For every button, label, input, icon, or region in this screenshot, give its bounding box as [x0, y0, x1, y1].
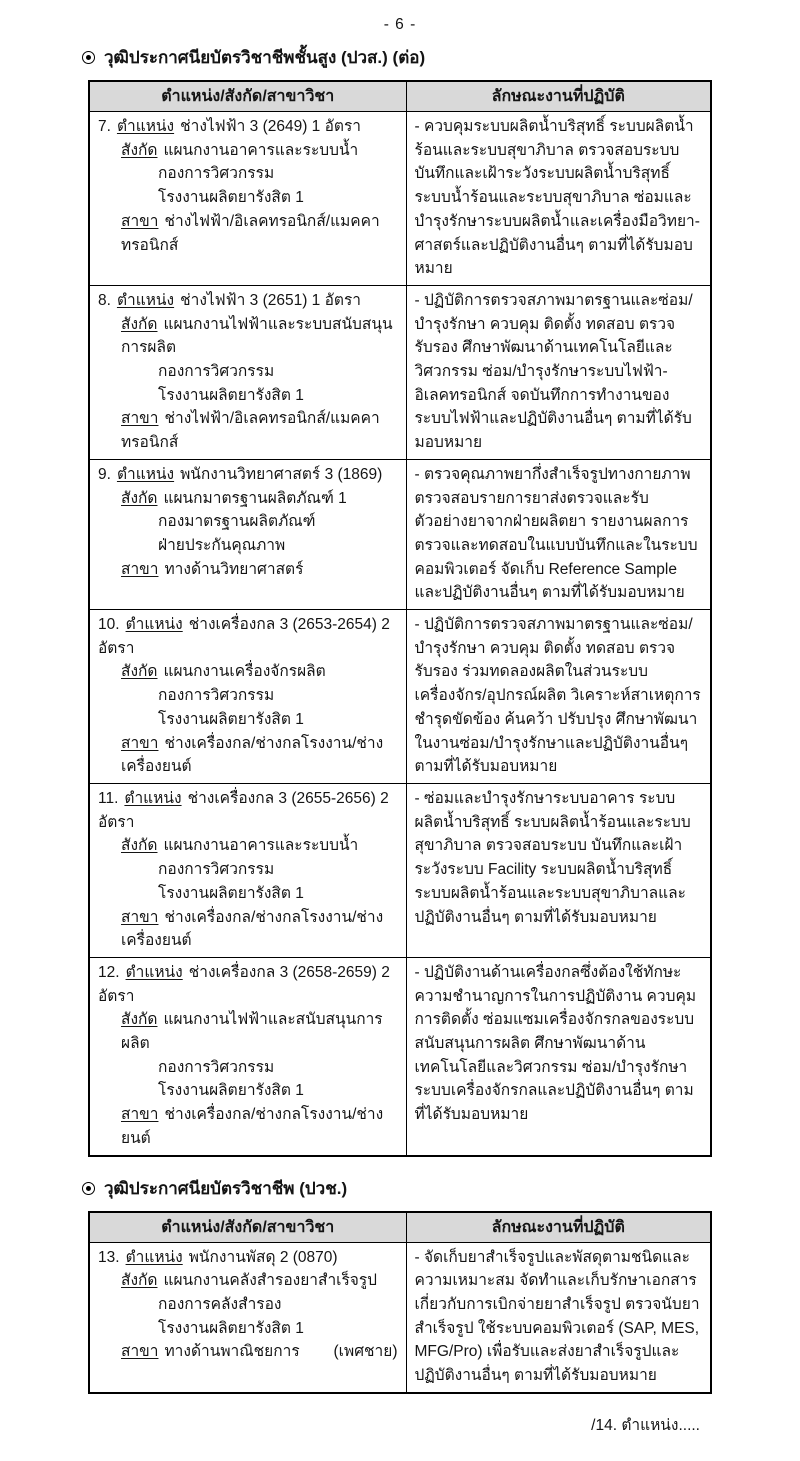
- position-label: ตำแหน่ง: [125, 616, 183, 634]
- field-value: ทางด้านพาณิชยการ: [164, 1343, 300, 1361]
- duties-text: - ตรวจคุณภาพยากึ่งสำเร็จรูปทางกายภาพ ตรวจสอบรายการยาส่งตรวจและรับตัวอย่างยาจากฝ่ายผลิตยา รายงานผลการตรวจและทดสอบในแบบบันทึกและในระบบคอมพิวเตอร์ จัดเก็บ Reference Sample และปฏิบัติงานอื่นๆ ตามที่ได้รับมอบหมาย: [414, 465, 698, 602]
- affiliation-line: [121, 139, 398, 163]
- unit-line: กองการวิศวกรรม: [158, 687, 275, 705]
- duties-text: - ปฏิบัติการตรวจสภาพมาตรฐานและซ่อม/บำรุงรักษา ควบคุม ติดตั้ง ทดสอบ ตรวจรับรอง ร่วมทดลองผลิตในส่วนระบบเครื่องจักร/อุปกรณ์ผลิต วิเคราะห์สาเหตุการชำรุดขัดข้อง ค้นคว้า ปรับปรุง ศึกษาพัฒนาในงานซ่อม/บำรุงรักษาและปฏิบัติงานอื่นๆ ตามที่ได้รับมอบหมาย: [414, 616, 701, 776]
- table-row: [89, 285, 711, 459]
- bullet-dot: [86, 1186, 91, 1191]
- section-title: วุฒิประกาศนียบัตรวิชาชีพ (ปวช.): [104, 1178, 348, 1198]
- row-number: 13.: [98, 1248, 120, 1266]
- field-line: [121, 1103, 398, 1150]
- duties-text: - ปฏิบัติงานด้านเครื่องกลซึ่งต้องใช้ทักษะความชำนาญการในการปฏิบัติงาน ควบคุมการติดตั้ง ซ่อมแซมเครื่องจักรกลของระบบสนับสนุนการผลิต ศึกษาพัฒนาด้านเทคโนโลยีและวิศวกรรม ซ่อม/บำรุงรักษาระบบเครื่องจักรกลและปฏิบัติงานอื่นๆ ตามที่ได้รับมอบหมาย: [414, 963, 697, 1124]
- field-line: [121, 558, 398, 582]
- position-value: พนักงานพัสดุ 2 (0870): [188, 1248, 338, 1266]
- unit-line: กองมาตรฐานผลิตภัณฑ์: [158, 513, 316, 531]
- affiliation-label: สังกัด: [121, 663, 158, 681]
- position-line: [98, 787, 398, 834]
- position-label: ตำแหน่ง: [125, 1248, 183, 1266]
- field-line: [121, 906, 398, 953]
- position-cell: [89, 285, 406, 459]
- position-label: ตำแหน่ง: [116, 291, 175, 309]
- unit-line: โรงงานผลิตยารังสิต 1: [158, 386, 304, 404]
- field-line: [121, 210, 398, 257]
- affiliation-label: สังกัด: [121, 837, 158, 855]
- table-row: [89, 459, 711, 609]
- page-number: - 6 -: [383, 16, 417, 33]
- affiliation-value: แผนกงานคลังสำรองยาสำเร็จรูป: [163, 1272, 378, 1290]
- position-value: ช่างเครื่องกล 3 (2653-2654) 2 อัตรา: [98, 616, 390, 657]
- row-number: 7.: [98, 118, 111, 135]
- affiliation-value: แผนกงานอาคารและระบบน้ำ: [163, 141, 359, 159]
- row-number: 12.: [98, 963, 120, 981]
- positions-table-pwch: [88, 1211, 712, 1394]
- field-value: ทางด้านวิทยาศาสตร์: [164, 560, 304, 578]
- affiliation-label: สังกัด: [121, 1011, 158, 1029]
- table-header-row: [89, 81, 711, 112]
- unit-line: กองการวิศวกรรม: [158, 1058, 275, 1076]
- position-value: พนักงานวิทยาศาสตร์ 3 (1869): [180, 465, 383, 483]
- position-line: [98, 1246, 398, 1270]
- field-value: ช่างไฟฟ้า/อิเลคทรอนิกส์/แมคคาทรอนิกส์: [121, 410, 380, 452]
- row-number: 9.: [98, 465, 111, 483]
- affiliation-label: สังกัด: [121, 141, 158, 159]
- position-line: [98, 961, 398, 1008]
- field-label: สาขา: [121, 1106, 159, 1124]
- position-line: [98, 463, 398, 487]
- positions-table-pws: [88, 80, 712, 1157]
- unit-line: กองการคลังสำรอง: [158, 1295, 282, 1313]
- affiliation-value: แผนกงานไฟฟ้าและสนับสนุนการผลิต: [121, 1011, 383, 1053]
- bullet-dot: [86, 55, 91, 60]
- column-header-position: ตำแหน่ง/สังกัด/สาขาวิชา: [89, 1212, 406, 1243]
- position-label: ตำแหน่ง: [125, 963, 183, 981]
- duties-cell: [406, 459, 711, 609]
- field-line: [121, 732, 398, 779]
- unit-line: กองการวิศวกรรม: [158, 165, 275, 183]
- field-value: ช่างเครื่องกล/ช่างกลโรงงาน/ช่างเครื่องยนต์: [121, 908, 384, 950]
- field-label: สาขา: [121, 734, 159, 752]
- position-line: [98, 289, 398, 313]
- row-number: 8.: [98, 291, 111, 309]
- position-value: ช่างเครื่องกล 3 (2655-2656) 2 อัตรา: [98, 789, 389, 831]
- section-bullet-icon: [82, 1182, 95, 1195]
- duties-cell: [406, 957, 711, 1155]
- affiliation-line: [121, 313, 398, 360]
- position-line: [98, 115, 398, 139]
- section-header-pwch: [82, 1175, 712, 1202]
- section-bullet-icon: [82, 51, 95, 64]
- affiliation-label: สังกัด: [121, 315, 158, 333]
- unit-line: โรงงานผลิตยารังสิต 1: [158, 1319, 304, 1337]
- column-header-duties: ลักษณะงานที่ปฏิบัติ: [406, 1212, 711, 1243]
- position-value: ช่างไฟฟ้า 3 (2651) 1 อัตรา: [180, 291, 362, 309]
- table-row: [89, 1242, 711, 1393]
- duties-text: - ควบคุมระบบผลิตน้ำบริสุทธิ์ ระบบผลิตน้ำร้อนและระบบสุขาภิบาล ตรวจสอบระบบ บันทึกและเฝ้าระวังระบบผลิตน้ำบริสุทธิ์ ระบบน้ำร้อนและระบบสุขาภิบาล ซ่อมและบำรุงรักษาระบบผลิตน้ำและเครื่องมือวิทยา-ศาสตร์และปฏิบัติงานอื่นๆ ตามที่ได้รับมอบหมาย: [414, 118, 700, 278]
- affiliation-value: แผนกงานเครื่องจักรผลิต: [163, 663, 326, 681]
- position-label: ตำแหน่ง: [116, 118, 175, 135]
- duties-cell: [406, 1242, 711, 1393]
- field-line: [121, 1340, 398, 1364]
- table-row: [89, 783, 711, 957]
- unit-line: โรงงานผลิตยารังสิต 1: [158, 884, 304, 902]
- position-cell: [89, 459, 406, 609]
- affiliation-label: สังกัด: [121, 1272, 158, 1290]
- position-value: ช่างไฟฟ้า 3 (2649) 1 อัตรา: [180, 118, 362, 135]
- field-label: สาขา: [121, 560, 159, 578]
- table-header-row: [89, 1212, 711, 1243]
- position-label: ตำแหน่ง: [116, 465, 175, 483]
- field-line: [121, 407, 398, 454]
- column-header-position: ตำแหน่ง/สังกัด/สาขาวิชา: [89, 81, 406, 112]
- unit-line: กองการวิศวกรรม: [158, 363, 275, 381]
- row-number: 11.: [98, 789, 119, 807]
- unit-line: โรงงานผลิตยารังสิต 1: [158, 189, 304, 207]
- position-cell: [89, 610, 406, 784]
- table-row: [89, 610, 711, 784]
- affiliation-line: [121, 487, 398, 511]
- affiliation-value: แผนกงานไฟฟ้าและระบบสนับสนุนการผลิต: [121, 315, 393, 357]
- table-row: [89, 957, 711, 1155]
- field-value: ช่างเครื่องกล/ช่างกลโรงงาน/ช่างยนต์: [121, 1106, 384, 1147]
- field-label: สาขา: [121, 212, 159, 230]
- duties-cell: [406, 610, 711, 784]
- section-title: วุฒิประกาศนียบัตรวิชาชีพชั้นสูง (ปวส.) (ต่อ): [104, 48, 426, 67]
- column-header-duties: ลักษณะงานที่ปฏิบัติ: [406, 81, 711, 112]
- duties-text: - ปฏิบัติการตรวจสภาพมาตรฐานและซ่อม/บำรุงรักษา ควบคุม ติดตั้ง ทดสอบ ตรวจรับรอง ศึกษาพัฒนาด้านเทคโนโลยีและวิศวกรรม ซ่อม/บำรุงรักษาระบบไฟฟ้า-อิเลคทรอนิกส์ จดบันทึกการทำงานของระบบไฟฟ้าและปฏิบัติงานอื่นๆ ตามที่ได้รับมอบหมาย: [414, 291, 693, 452]
- unit-line: กองการวิศวกรรม: [158, 861, 275, 879]
- position-label: ตำแหน่ง: [124, 789, 182, 807]
- affiliation-line: [121, 1269, 398, 1293]
- position-value: ช่างเครื่องกล 3 (2658-2659) 2 อัตรา: [98, 963, 390, 1005]
- gender-note: (เพศชาย): [333, 1343, 398, 1361]
- field-label: สาขา: [121, 908, 159, 926]
- field-label: สาขา: [121, 410, 159, 428]
- position-cell: [89, 783, 406, 957]
- field-label: สาขา: [121, 1343, 159, 1361]
- affiliation-line: [121, 660, 398, 684]
- row-number: 10.: [98, 616, 120, 634]
- position-cell: [89, 112, 406, 286]
- unit-line: โรงงานผลิตยารังสิต 1: [158, 710, 304, 728]
- duties-text: - ซ่อมและบำรุงรักษาระบบอาคาร ระบบผลิตน้ำบริสุทธิ์ ระบบผลิตน้ำร้อนและระบบสุขาภิบาล ตรวจสอบระบบ บันทึกและเฝ้าระวังระบบ Facility ระบบผลิตน้ำบริสุทธิ์ ระบบผลิตน้ำร้อนและระบบสุขาภิบาลและปฏิบัติงานอื่นๆ ตามที่ได้รับมอบหมาย: [414, 789, 691, 926]
- affiliation-line: [121, 834, 398, 858]
- table-row: [89, 112, 711, 286]
- duties-cell: [406, 285, 711, 459]
- section-header-pws: [82, 44, 712, 71]
- continuation-note: /14. ตำแหน่ง.....: [591, 1416, 700, 1434]
- unit-line: ฝ่ายประกันคุณภาพ: [158, 536, 286, 554]
- field-value: ช่างไฟฟ้า/อิเลคทรอนิกส์/แมคคาทรอนิกส์: [121, 212, 380, 254]
- affiliation-line: [121, 1008, 398, 1055]
- unit-line: โรงงานผลิตยารังสิต 1: [158, 1082, 304, 1100]
- duties-text: - จัดเก็บยาสำเร็จรูปและพัสดุตามชนิดและความเหมาะสม จัดทำและเก็บรักษาเอกสารเกี่ยวกับการเบิกจ่ายยาสำเร็จรูป ตรวจนับยาสำเร็จรูป ใช้ระบบคอมพิวเตอร์ (SAP, MES, MFG/Pro) เพื่อรับและส่งยาสำเร็จรูปและปฏิบัติงานอื่นๆ ตามที่ได้รับมอบหมาย: [414, 1248, 700, 1385]
- position-line: [98, 613, 398, 660]
- affiliation-value: แผนกมาตรฐานผลิตภัณฑ์ 1: [163, 489, 347, 507]
- affiliation-value: แผนกงานอาคารและระบบน้ำ: [163, 837, 359, 855]
- duties-cell: [406, 783, 711, 957]
- field-value: ช่างเครื่องกล/ช่างกลโรงงาน/ช่างเครื่องยนต์: [121, 734, 384, 776]
- affiliation-label: สังกัด: [121, 489, 158, 507]
- position-cell: [89, 957, 406, 1155]
- duties-cell: [406, 112, 711, 286]
- position-cell: [89, 1242, 406, 1393]
